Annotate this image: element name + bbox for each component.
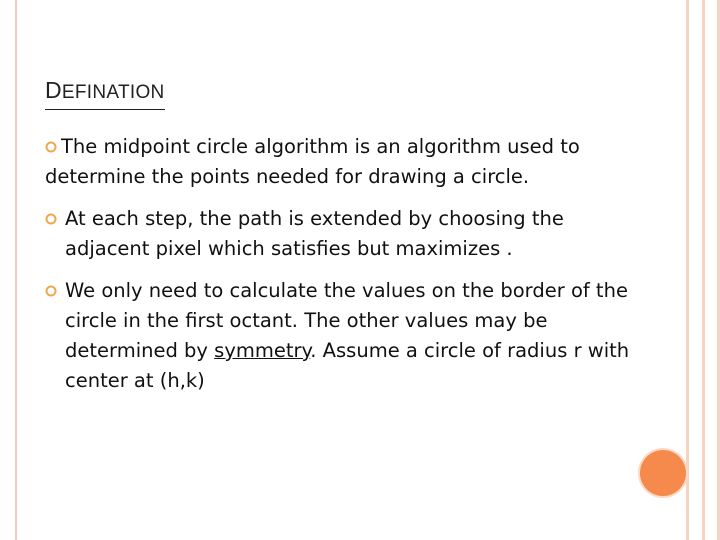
slide-title [45, 76, 165, 110]
bullet-text-3-after: . Assume a circle of radius r with center at (h,k) [65, 339, 630, 392]
title-first-letter: D [45, 77, 62, 103]
bullet-text-3-before: We only need to calculate the values on the border of the circle in the first octant. The other values may be determined by [65, 279, 628, 362]
symmetry-link[interactable]: symmetry [214, 339, 311, 362]
side-decoration-lines [686, 0, 720, 540]
orange-circle-decoration [640, 450, 686, 496]
bullet-item-1 [45, 132, 645, 192]
bullet-item-3 [45, 276, 645, 396]
hollow-circle-bullet-icon [45, 213, 57, 225]
hollow-circle-bullet-icon [45, 141, 57, 153]
title-rest: EFINATION [61, 82, 165, 103]
bullet-text-2: At each step, the path is extended by choosing the adjacent pixel which satisfies but maximizes . [65, 207, 564, 260]
bullet-list [45, 132, 645, 408]
bullet-text-1: The midpoint circle algorithm is an algorithm used to determine the points needed for drawing a circle. [45, 135, 580, 188]
hollow-circle-bullet-icon [45, 285, 57, 297]
bullet-item-2 [45, 204, 645, 264]
